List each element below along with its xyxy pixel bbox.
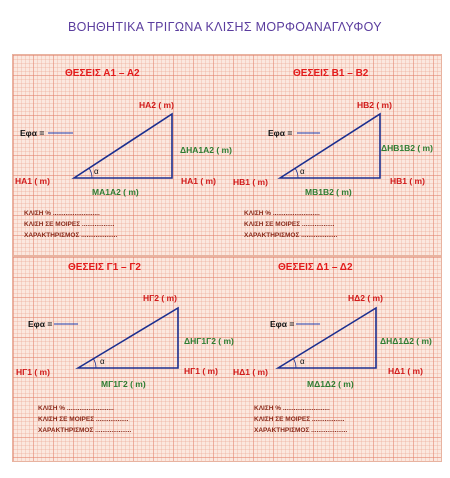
delta-height-label: ΔΗΒ1Β2 ( m) [381,143,433,153]
left-height-label: ΗΒ1 ( m) [233,177,268,187]
delta-height-label: ΔΗΑ1Α2 ( m) [180,145,232,155]
quadrant-title: ΘΕΣΕΙΣ Γ1 – Γ2 [68,262,141,273]
quadrant-d [230,256,450,456]
slope-degrees-line: ΚΛΙΣΗ ΣΕ ΜΟΙΡΕΣ .................. [24,221,115,228]
top-height-label: ΗΓ2 ( m) [143,293,177,303]
efa-label: Εφα = [268,128,293,138]
slope-degrees-line: ΚΛΙΣΗ ΣΕ ΜΟΙΡΕΣ .................. [254,416,345,423]
top-height-label: ΗΔ2 ( m) [348,293,383,303]
left-height-label: ΗΓ1 ( m) [16,367,50,377]
m-distance-label: ΜΒ1Β2 ( m) [305,187,352,197]
angle-alpha: α [300,167,305,176]
right-height-label: ΗΓ1 ( m) [184,366,218,376]
page-title: ΒΟΗΘΗΤΙΚΑ ΤΡΙΓΩΝΑ ΚΛΙΣΗΣ ΜΟΡΦΟΑΝΑΓΛΥΦΟΥ [68,20,382,34]
efa-label: Εφα = [20,128,45,138]
slope-percent-line: ΚΛΙΣΗ % .......................... [38,405,114,412]
delta-height-label: ΔΗΔ1Δ2 ( m) [380,336,432,346]
right-height-label: ΗΒ1 ( m) [390,176,425,186]
angle-alpha: α [300,357,305,366]
quadrant-title: ΘΕΣΕΙΣ Β1 – Β2 [293,68,369,79]
efa-label: Εφα = [28,319,53,329]
right-height-label: ΗΑ1 ( m) [181,176,216,186]
info-lines [254,403,347,436]
slope-percent-line: ΚΛΙΣΗ % .......................... [254,405,330,412]
m-distance-label: ΜΓ1Γ2 ( m) [101,379,146,389]
characterization-line: ΧΑΡΑΚΤΗΡΙΣΜΟΣ .................... [24,232,118,239]
characterization-line: ΧΑΡΑΚΤΗΡΙΣΜΟΣ .................... [38,427,132,434]
efa-label: Εφα = [270,319,295,329]
characterization-line: ΧΑΡΑΚΤΗΡΙΣΜΟΣ .................... [254,427,348,434]
top-height-label: ΗΒ2 ( m) [357,100,392,110]
info-lines [244,208,337,241]
top-height-label: ΗΑ2 ( m) [139,100,174,110]
quadrant-c [12,256,234,456]
quadrant-title: ΘΕΣΕΙΣ Δ1 – Δ2 [278,262,353,273]
characterization-line: ΧΑΡΑΚΤΗΡΙΣΜΟΣ .................... [244,232,338,239]
m-distance-label: ΜΔ1Δ2 ( m) [307,379,354,389]
m-distance-label: ΜΑ1Α2 ( m) [92,187,139,197]
right-height-label: ΗΔ1 ( m) [388,366,423,376]
angle-alpha: α [100,357,105,366]
info-lines [38,403,131,436]
slope-degrees-line: ΚΛΙΣΗ ΣΕ ΜΟΙΡΕΣ .................. [38,416,129,423]
delta-height-label: ΔΗΓ1Γ2 ( m) [184,336,234,346]
slope-percent-line: ΚΛΙΣΗ % .......................... [244,210,320,217]
quadrant-title: ΘΕΣΕΙΣ Α1 – Α2 [65,68,140,79]
slope-percent-line: ΚΛΙΣΗ % .......................... [24,210,100,217]
info-lines [24,208,117,241]
quadrant-a [12,56,234,256]
left-height-label: ΗΔ1 ( m) [233,367,268,377]
quadrant-b [230,56,450,256]
angle-alpha: α [94,167,99,176]
left-height-label: ΗΑ1 ( m) [15,176,50,186]
slope-degrees-line: ΚΛΙΣΗ ΣΕ ΜΟΙΡΕΣ .................. [244,221,335,228]
